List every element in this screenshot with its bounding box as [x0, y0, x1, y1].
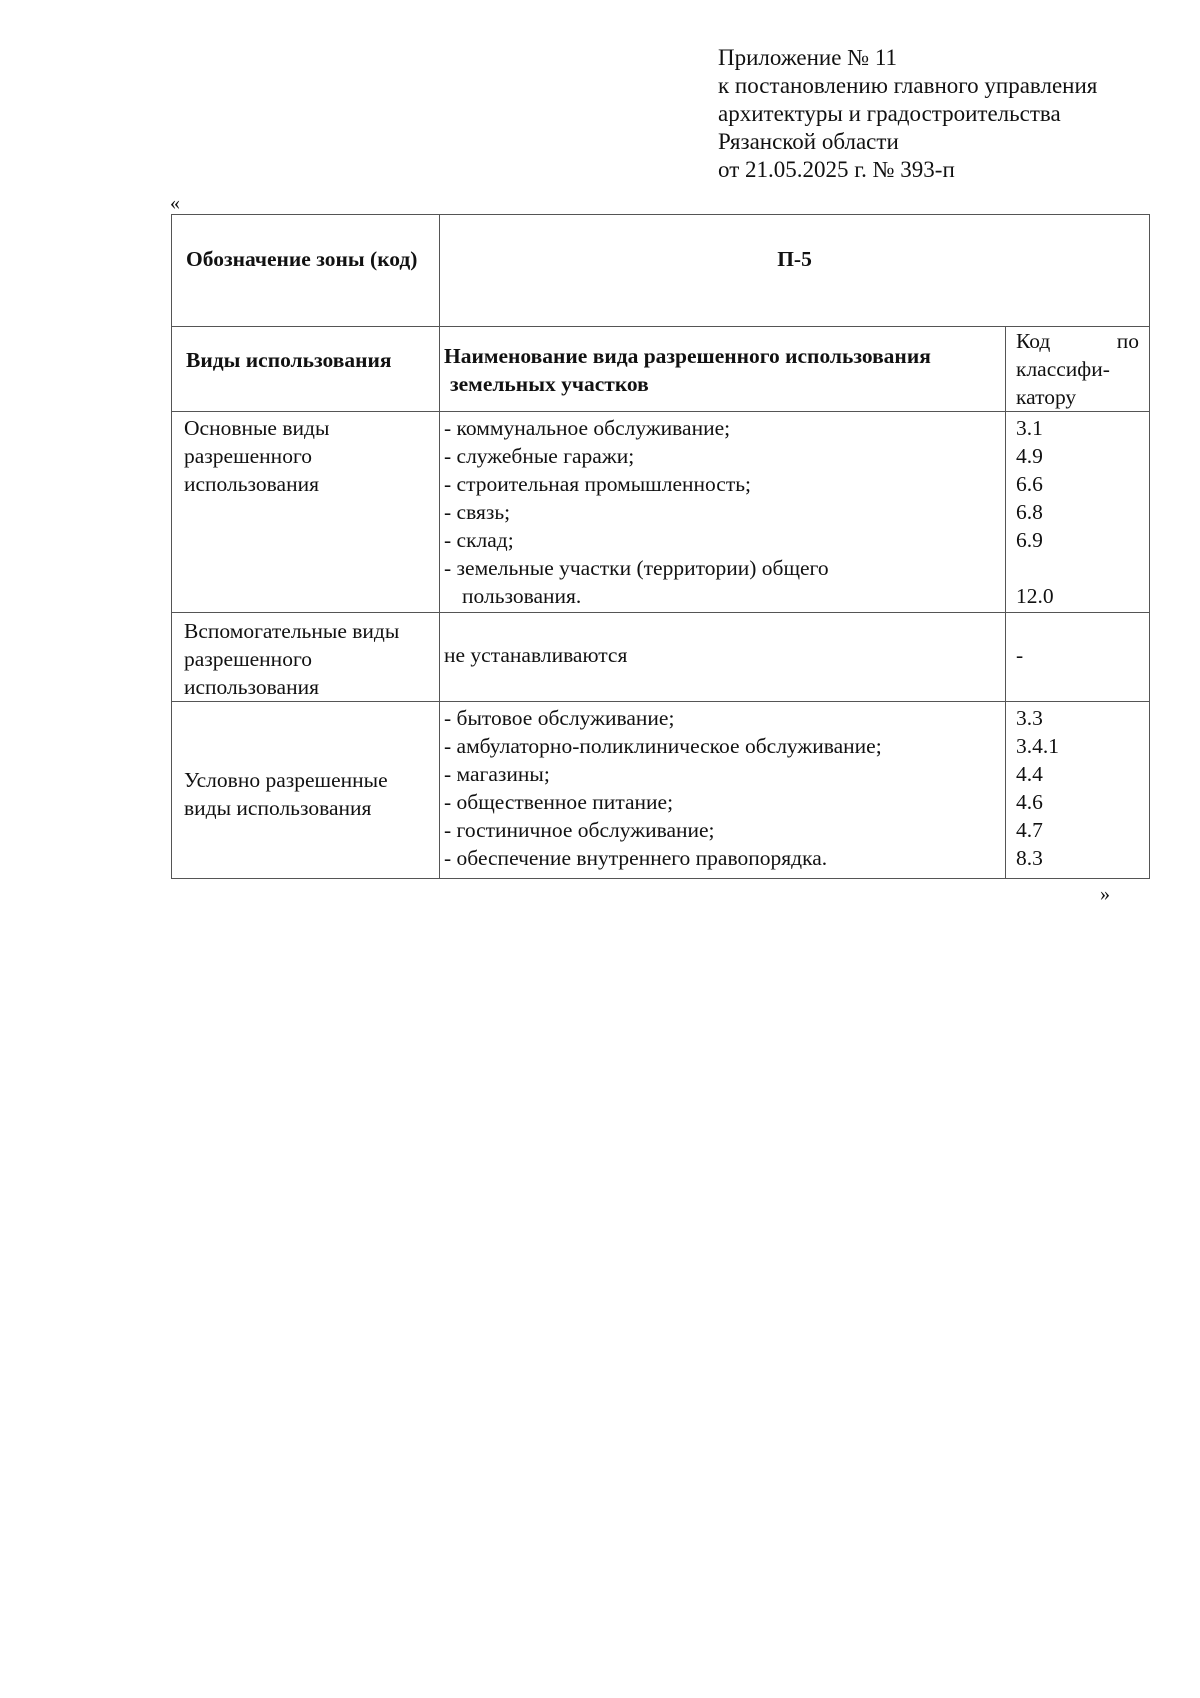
auxiliary-uses-code-cell [1006, 613, 1150, 702]
main-uses-codes [1006, 412, 1149, 610]
auxiliary-uses-text-cell [440, 613, 1006, 702]
auxiliary-uses-text: не устанавливаются [444, 643, 628, 667]
list-item: - обеспечение внутреннего правопорядка. [444, 846, 828, 870]
auxiliary-uses-label: Вспомогательные виды разрешенного использования [184, 619, 400, 699]
appendix-line: от 21.05.2025 г. № 393-п [718, 157, 955, 182]
main-uses-list [440, 412, 1005, 610]
appendix-line: Приложение № 11 [718, 45, 898, 70]
classifier-code: 4.4 [1016, 762, 1043, 786]
list-item: - служебные гаражи; [444, 444, 635, 468]
header-cell-name [440, 327, 1006, 412]
classifier-code: 4.7 [1016, 818, 1043, 842]
list-item: - коммунальное обслуживание; [444, 416, 731, 440]
classifier-code: 12.0 [1016, 584, 1054, 608]
classifier-code: 6.6 [1016, 472, 1043, 496]
auxiliary-uses-label-cell [172, 613, 440, 702]
zone-code-row [172, 215, 1150, 327]
classifier-code [1016, 554, 1139, 582]
header-code-line: классифи- [1016, 357, 1110, 381]
header-name [440, 327, 1005, 398]
list-item: - склад; [444, 528, 514, 552]
classifier-code: 3.1 [1016, 416, 1043, 440]
main-uses-label: Основные виды разрешенного использования [184, 416, 330, 496]
main-uses-codes-cell [1006, 412, 1150, 613]
classifier-code: 4.9 [1016, 444, 1043, 468]
zone-table [171, 214, 1150, 879]
list-item: - амбулаторно-поликлиническое обслуживание; [444, 734, 882, 758]
header-uses: Виды использования [186, 348, 392, 372]
auxiliary-uses-row [172, 613, 1150, 702]
list-item: пользования. [462, 584, 582, 608]
classifier-code: 3.4.1 [1016, 734, 1059, 758]
header-name-line: Наименование вида разрешенного использования [444, 344, 931, 368]
header-cell-uses [172, 327, 440, 412]
closing-quote: » [1100, 883, 1110, 905]
zone-code: П-5 [777, 247, 812, 271]
classifier-code: 8.3 [1016, 846, 1043, 870]
header-cell-code [1006, 327, 1150, 412]
list-item: - связь; [444, 500, 511, 524]
zone-label: Обозначение зоны (код) [186, 247, 418, 271]
appendix-line: к постановлению главного управления [718, 73, 1098, 98]
list-item: - бытовое обслуживание; [444, 706, 675, 730]
classifier-code: 3.3 [1016, 706, 1043, 730]
list-item: - гостиничное обслуживание; [444, 818, 715, 842]
appendix-line: архитектуры и градостроительства [718, 101, 1061, 126]
conditional-uses-items-cell [440, 702, 1006, 879]
list-item: - земельные участки (территории) общего [444, 556, 829, 580]
classifier-code: 6.8 [1016, 500, 1043, 524]
list-item: - общественное питание; [444, 790, 674, 814]
appendix-line: Рязанской области [718, 129, 899, 154]
classifier-code: 4.6 [1016, 790, 1043, 814]
opening-quote: « [170, 192, 180, 214]
header-name-line: земельных участков [450, 372, 649, 396]
conditional-uses-codes-cell [1006, 702, 1150, 879]
conditional-uses-row [172, 702, 1150, 879]
list-item: - магазины; [444, 762, 550, 786]
main-uses-label-cell [172, 412, 440, 613]
main-uses-row [172, 412, 1150, 613]
classifier-code: 6.9 [1016, 528, 1043, 552]
zone-label-cell [172, 215, 440, 327]
conditional-uses-codes [1006, 702, 1149, 872]
zone-code-cell [440, 215, 1150, 327]
list-item: - строительная промышленность; [444, 472, 752, 496]
header-code-line: Код по [1016, 329, 1140, 353]
appendix-header [718, 44, 1097, 184]
header-code [1006, 327, 1149, 411]
header-code-line: катору [1016, 385, 1077, 409]
auxiliary-uses-code: - [1016, 643, 1024, 667]
header-row [172, 327, 1150, 412]
conditional-uses-label: Условно разрешенные виды использования [184, 768, 388, 820]
conditional-uses-label-cell [172, 702, 440, 879]
main-uses-items-cell [440, 412, 1006, 613]
conditional-uses-list [440, 702, 1005, 872]
